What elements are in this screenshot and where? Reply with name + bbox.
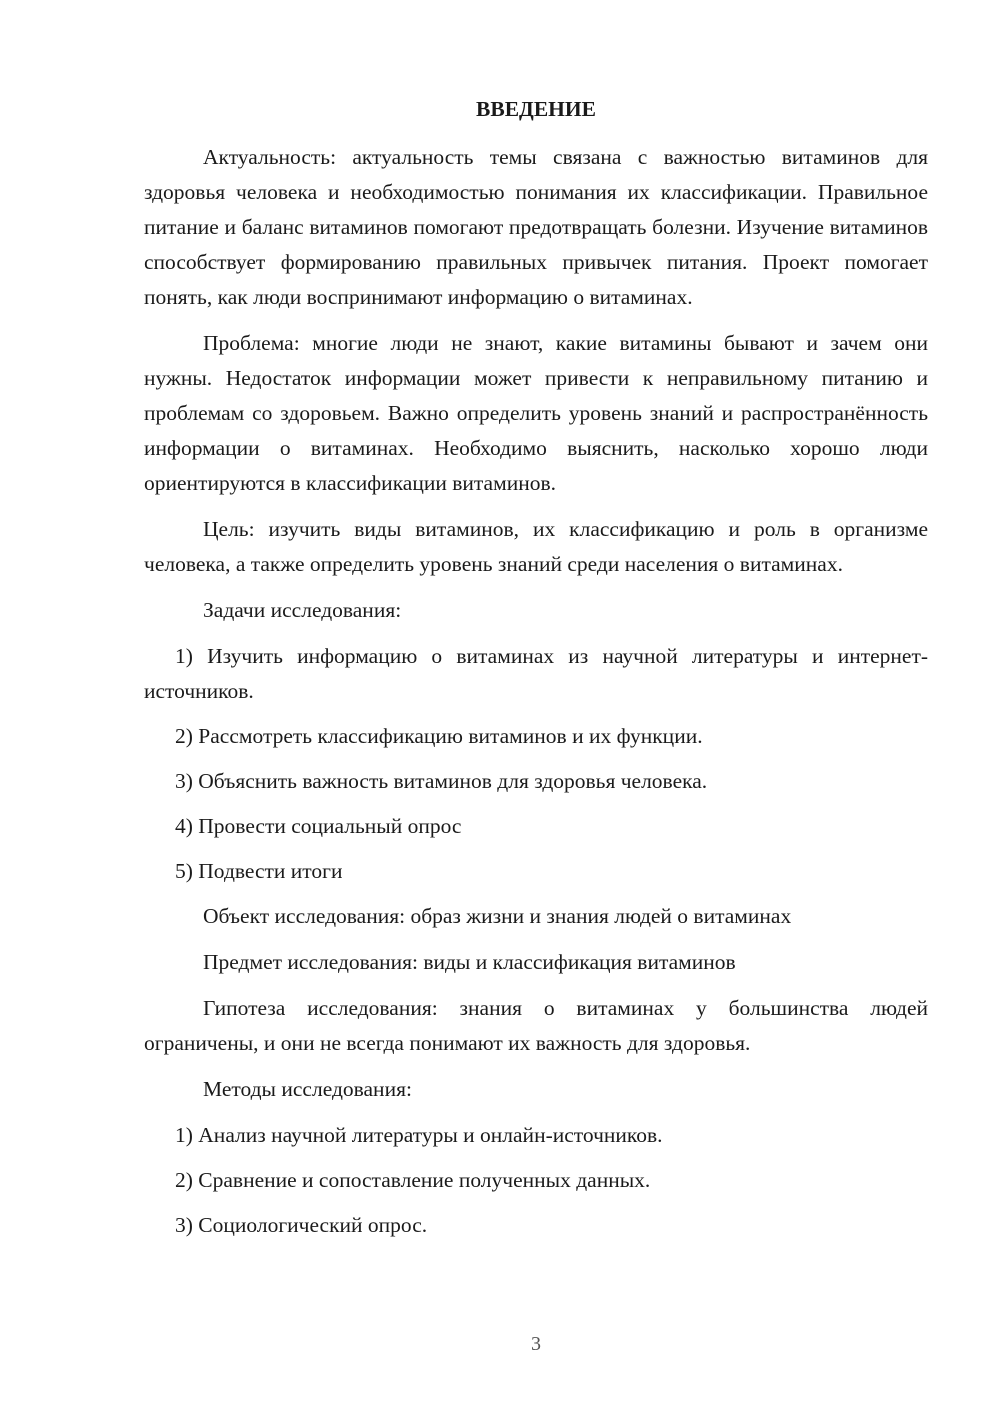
task-item-5: 5) Подвести итоги bbox=[175, 859, 343, 883]
task-item-2: 2) Рассмотреть классификацию витаминов и их функции. bbox=[175, 724, 703, 748]
relevance-paragraph: Актуальность: актуальность темы связана с важностью витаминов для здоровья человека и необходимостью понимания их классификации. Правильное питание и баланс витаминов помогают предотвращать болезни. Изучение витаминов способствует формированию правильных привычек питания. Проект помогает понять, как люди воспринимают информацию о витаминах. bbox=[144, 145, 928, 309]
task-item-4: 4) Провести социальный опрос bbox=[175, 814, 462, 838]
task-item-1: 1) Изучить информацию о витаминах из научной литературы и интернет-источников. bbox=[144, 644, 928, 703]
page-number: 3 bbox=[531, 1333, 541, 1355]
section-title: ВВЕДЕНИЕ bbox=[476, 97, 596, 121]
document-page bbox=[144, 92, 928, 1253]
hypothesis-paragraph: Гипотеза исследования: знания о витаминах у большинства людей ограничены, и они не всегда понимают их важность для здоровья. bbox=[144, 996, 928, 1055]
object-paragraph: Объект исследования: образ жизни и знания людей о витаминах bbox=[203, 904, 792, 928]
subject-paragraph: Предмет исследования: виды и классификация витаминов bbox=[203, 950, 736, 974]
method-item-1: 1) Анализ научной литературы и онлайн-источников. bbox=[175, 1123, 663, 1147]
task-item-3: 3) Объяснить важность витаминов для здоровья человека. bbox=[175, 769, 708, 793]
methods-heading: Методы исследования: bbox=[203, 1077, 412, 1101]
goal-paragraph: Цель: изучить виды витаминов, их классификацию и роль в организме человека, а также определить уровень знаний среди населения о витаминах. bbox=[144, 517, 928, 576]
tasks-heading: Задачи исследования: bbox=[203, 598, 402, 622]
problem-paragraph: Проблема: многие люди не знают, какие витамины бывают и зачем они нужны. Недостаток информации может привести к неправильному питанию и проблемам со здоровьем. Важно определить уровень знаний и распространённость информации о витаминах. Необходимо выяснить, насколько хорошо люди ориентируются в классификации витаминов. bbox=[144, 331, 928, 495]
method-item-2: 2) Сравнение и сопоставление полученных данных. bbox=[175, 1168, 651, 1192]
method-item-3: 3) Социологический опрос. bbox=[175, 1213, 428, 1237]
